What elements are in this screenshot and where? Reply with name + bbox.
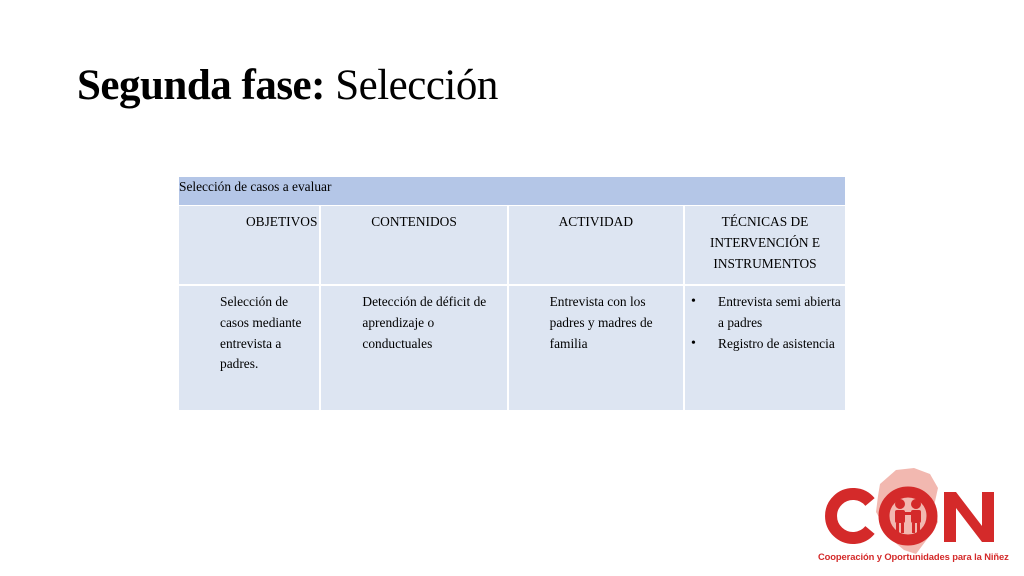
- slide-title-bold: Segunda fase:: [77, 62, 325, 109]
- slide-title-rest: Selección: [335, 62, 498, 109]
- cell-contenidos: Detección de déficit de aprendizaje o conductuales: [321, 286, 508, 410]
- tecnicas-list: [689, 292, 841, 354]
- cell-actividad: Entrevista con los padres y madres de familia: [509, 286, 685, 410]
- con-logo-graphic: [818, 466, 1018, 556]
- list-item: • Entrevista semi abierta a padres: [689, 292, 841, 334]
- con-logo: [818, 466, 1018, 572]
- list-item: • Registro de asistencia: [689, 334, 841, 355]
- slide-title: [77, 58, 498, 114]
- table-header: Selección de casos a evaluar: [179, 177, 845, 206]
- column-header-contenidos: CONTENIDOS: [321, 206, 508, 286]
- logo-tagline: Cooperación y Oportunidades para la Niñez: [818, 551, 1009, 562]
- table-row: [179, 286, 845, 410]
- cell-objetivos: Selección de casos mediante entrevista a padres.: [179, 286, 321, 410]
- selection-table: [179, 177, 845, 410]
- column-header-objetivos: OBJETIVOS: [179, 206, 321, 286]
- cell-tecnicas: [685, 286, 845, 410]
- column-header-row: [179, 206, 845, 286]
- column-header-actividad: ACTIVIDAD: [509, 206, 685, 286]
- column-header-tecnicas: TÉCNICAS DE INTERVENCIÓN E INSTRUMENTOS: [685, 206, 845, 286]
